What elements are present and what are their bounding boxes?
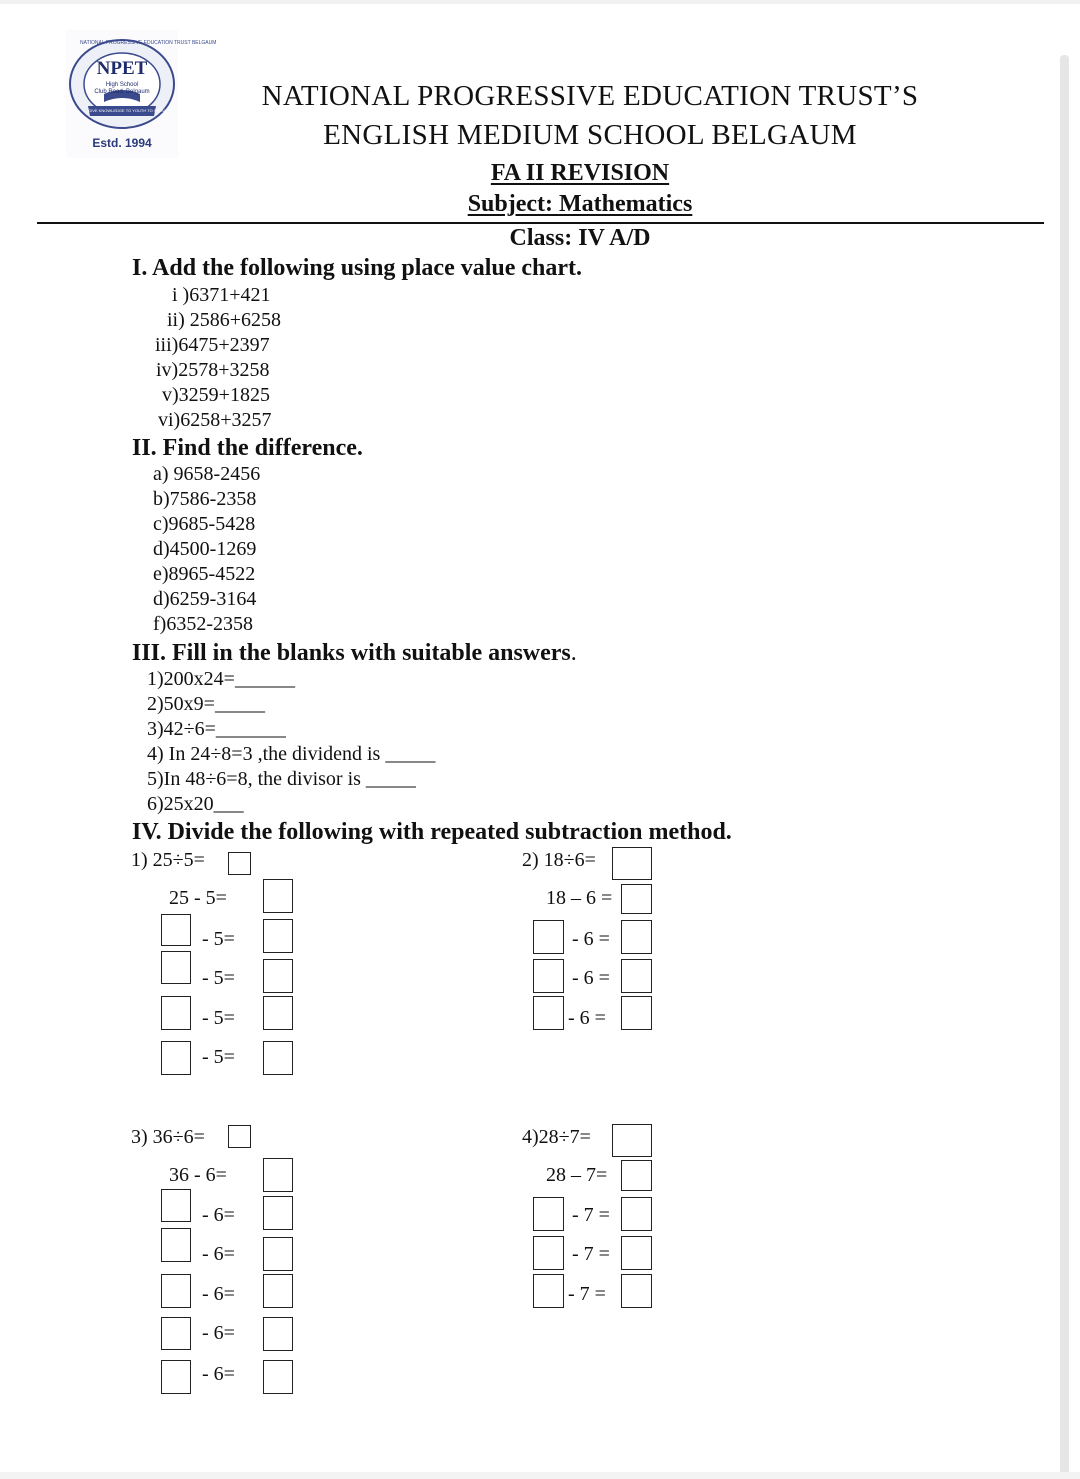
p3-minuend-box[interactable] (161, 1274, 191, 1308)
logo-motto: GIVE KNOWLEDGE TO YOUTH TO SERVE (88, 108, 168, 113)
school-trust-name: NATIONAL PROGRESSIVE EDUCATION TRUST’S (261, 80, 919, 112)
p3-minuend-box[interactable] (161, 1189, 191, 1222)
p3-minuend-box[interactable] (161, 1360, 191, 1394)
p2-minuend-box[interactable] (533, 920, 564, 954)
q1-item: v)3259+1825 (162, 384, 270, 406)
subject-text: Subject: Mathematics (467, 191, 693, 217)
p4-answer-box[interactable] (612, 1124, 652, 1157)
p1-step: - 5= (202, 967, 235, 989)
school-logo (66, 30, 217, 158)
p3-result-box[interactable] (263, 1158, 293, 1192)
p1-result-box[interactable] (263, 1041, 293, 1075)
q1-item: iii)6475+2397 (155, 334, 270, 356)
p3-minuend-box[interactable] (161, 1317, 191, 1350)
q3-item: 5)In 48÷6=8, the divisor is _____ (147, 768, 416, 790)
q3-heading-end: . (570, 640, 577, 666)
p1-minuend-box[interactable] (161, 914, 191, 946)
class-line: Class: IV A/D (509, 225, 651, 251)
p3-title: 3) 36÷6= (131, 1126, 205, 1148)
logo-estd: Estd. 1994 (92, 136, 152, 150)
logo-ring-text: NATIONAL PROGRESSIVE EDUCATION TRUST BELGAUM (80, 40, 217, 46)
p3-step: - 6= (202, 1363, 235, 1385)
logo-sub2: Club Road, Belgaum (94, 89, 150, 95)
p1-minuend-box[interactable] (161, 951, 191, 984)
p3-step: - 6= (202, 1243, 235, 1265)
p4-step: - 7 = (572, 1243, 610, 1265)
p1-result-box[interactable] (263, 919, 293, 953)
p1-minuend-box[interactable] (161, 996, 191, 1030)
school-name: ENGLISH MEDIUM SCHOOL BELGAUM (323, 119, 857, 151)
p2-answer-box[interactable] (612, 847, 652, 880)
p1-answer-box[interactable] (228, 852, 251, 875)
q3-heading-text: III. Fill in the blanks with suitable answers (132, 640, 571, 666)
p2-minuend-box[interactable] (533, 959, 564, 993)
q2-item: d)6259-3164 (153, 588, 257, 610)
q3-item: 1)200x24=______ (147, 668, 295, 690)
q2-item: c)9685-5428 (153, 513, 256, 535)
top-border (0, 0, 1080, 4)
bottom-border (0, 1472, 1080, 1479)
q1-item: iv)2578+3258 (156, 359, 270, 381)
exam-title (380, 160, 780, 187)
p2-step: - 6 = (568, 1007, 606, 1029)
q3-item: 4) In 24÷8=3 ,the dividend is _____ (147, 743, 436, 765)
p1-step: - 5= (202, 1046, 235, 1068)
p3-result-box[interactable] (263, 1274, 293, 1308)
p4-result-box[interactable] (621, 1274, 652, 1308)
p3-result-box[interactable] (263, 1317, 293, 1351)
p4-result-box[interactable] (621, 1160, 652, 1191)
p2-title: 2) 18÷6= (522, 849, 596, 871)
p4-first-step: 28 – 7= (546, 1164, 608, 1186)
p4-result-box[interactable] (621, 1197, 652, 1231)
q3-item: 6)25x20___ (147, 793, 244, 815)
p4-title: 4)28÷7= (522, 1126, 591, 1148)
p4-minuend-box[interactable] (533, 1197, 564, 1231)
q2-item: e)8965-4522 (153, 563, 256, 585)
p2-result-box[interactable] (621, 920, 652, 954)
p2-step: - 6 = (572, 928, 610, 950)
q2-item: b)7586-2358 (153, 488, 257, 510)
p3-first-step: 36 - 6= (169, 1164, 227, 1186)
q3-item: 2)50x9=_____ (147, 693, 265, 715)
p1-result-box[interactable] (263, 996, 293, 1030)
p3-minuend-box[interactable] (161, 1228, 191, 1262)
subject-line (380, 191, 780, 218)
p1-first-step: 25 - 5= (169, 887, 227, 909)
q3-item: 3)42÷6=_______ (147, 718, 286, 740)
q2-item: d)4500-1269 (153, 538, 257, 560)
p3-step: - 6= (202, 1322, 235, 1344)
logo-sub1: High School (105, 82, 139, 88)
exam-title-text: FA II REVISION (490, 160, 670, 186)
q4-heading: IV. Divide the following with repeated subtraction method. (132, 819, 732, 845)
q2-item: a) 9658-2456 (153, 463, 261, 485)
p4-minuend-box[interactable] (533, 1236, 564, 1270)
p1-step: - 5= (202, 928, 235, 950)
p2-result-box[interactable] (621, 884, 652, 914)
p3-step: - 6= (202, 1204, 235, 1226)
logo-abbr: NPET (96, 58, 148, 79)
p1-step: - 5= (202, 1007, 235, 1029)
q1-item: i )6371+421 (172, 284, 271, 306)
p2-minuend-box[interactable] (533, 996, 564, 1030)
q1-heading: I. Add the following using place value chart. (132, 255, 583, 281)
p2-result-box[interactable] (621, 996, 652, 1030)
p2-step: - 6 = (572, 967, 610, 989)
p3-answer-box[interactable] (228, 1125, 251, 1148)
q3-heading (132, 640, 577, 667)
p3-result-box[interactable] (263, 1360, 293, 1394)
q2-heading: II. Find the difference. (132, 435, 363, 461)
q1-item: ii) 2586+6258 (167, 309, 282, 331)
p3-step: - 6= (202, 1283, 235, 1305)
p1-result-box[interactable] (263, 959, 293, 993)
p4-step: - 7 = (568, 1283, 606, 1305)
vertical-scrollbar[interactable] (1060, 55, 1069, 1479)
header-divider (37, 222, 1044, 224)
p1-result-box[interactable] (263, 879, 293, 913)
p4-step: - 7 = (572, 1204, 610, 1226)
p4-minuend-box[interactable] (533, 1274, 564, 1308)
q1-item: vi)6258+3257 (158, 409, 272, 431)
p3-result-box[interactable] (263, 1196, 293, 1230)
p2-result-box[interactable] (621, 959, 652, 993)
p2-first-step: 18 – 6 = (546, 887, 613, 909)
p1-title: 1) 25÷5= (131, 849, 205, 871)
q2-item: f)6352-2358 (153, 613, 253, 635)
p1-minuend-box[interactable] (161, 1041, 191, 1075)
p3-result-box[interactable] (263, 1237, 293, 1271)
p4-result-box[interactable] (621, 1236, 652, 1270)
